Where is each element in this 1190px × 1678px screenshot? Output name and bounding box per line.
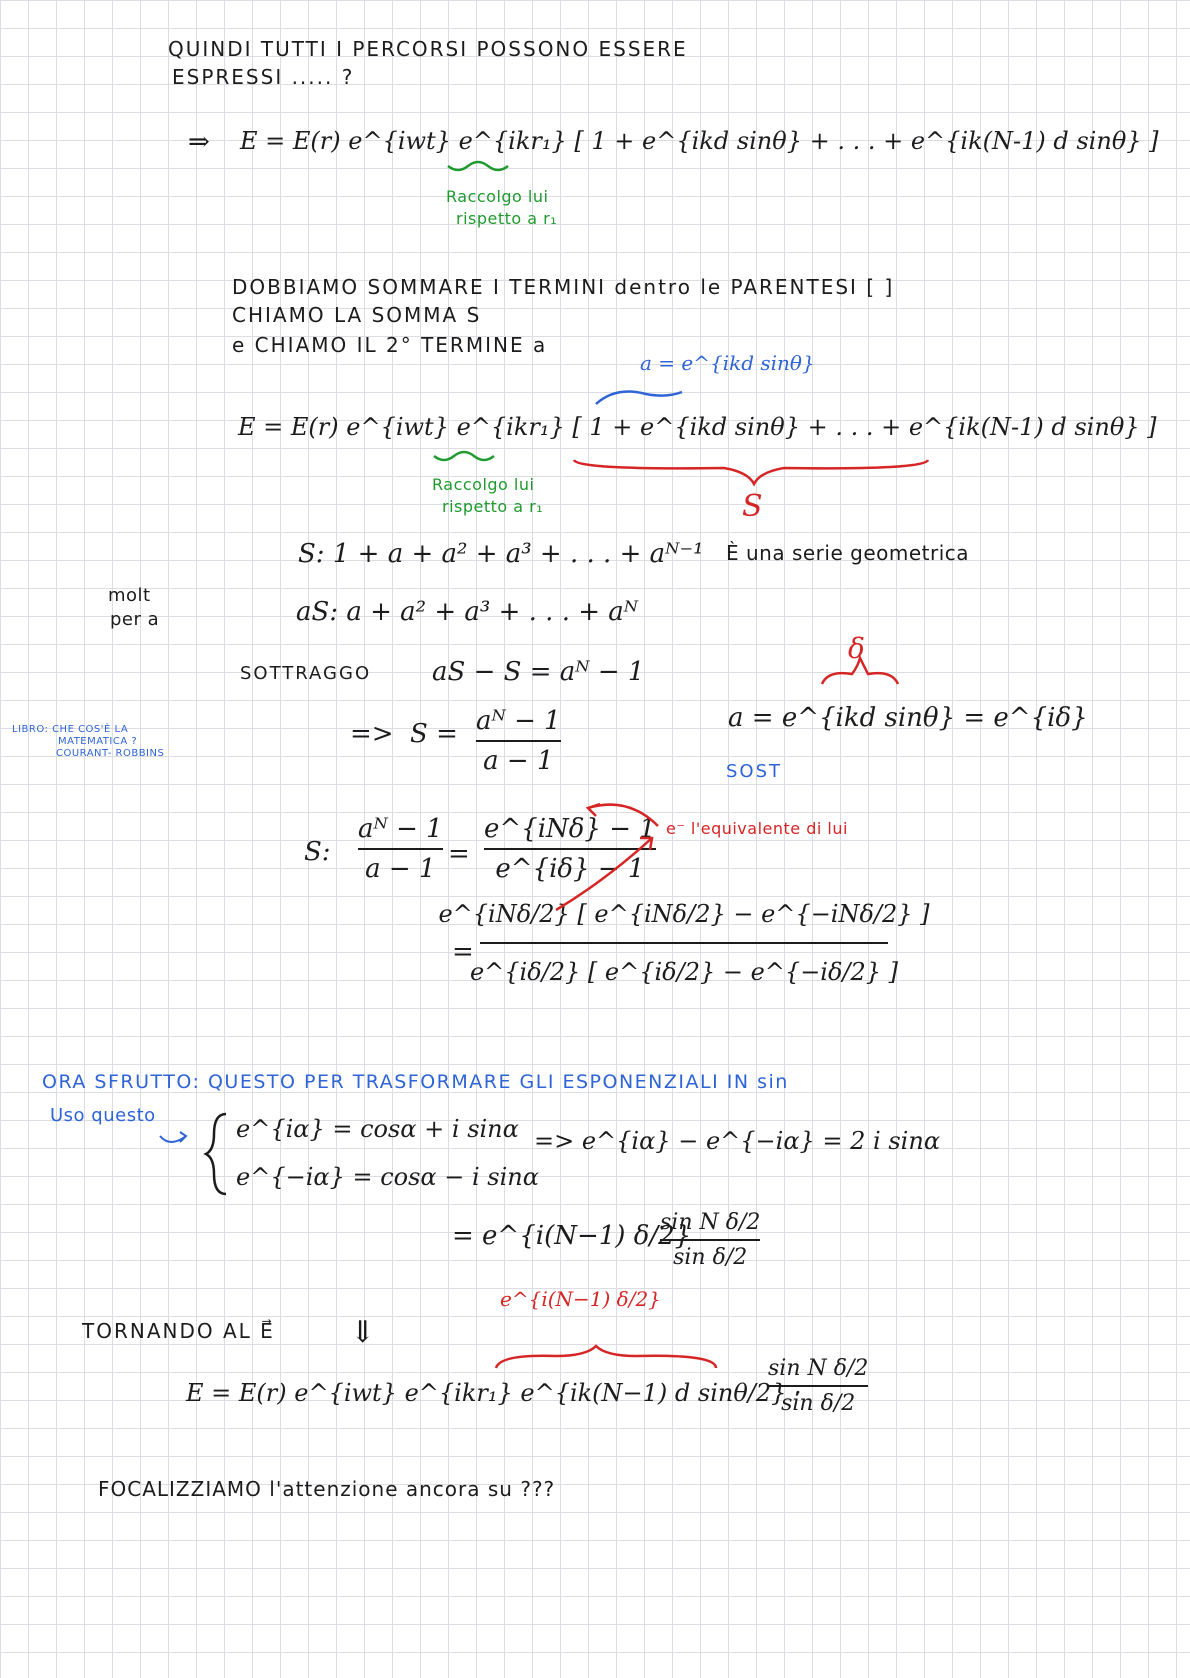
final-e-expression: E = E(r) e^{iwt} e^{ikr₁} e^{ik(N−1) d sinθ/2} ·	[186, 1379, 802, 1407]
euler-line-1: e^{iα} = cosα + i sinα	[236, 1115, 519, 1143]
final-eq-prefix: = e^{i(N−1) δ/2}	[452, 1221, 692, 1251]
final-red-label: e^{i(N−1) δ/2}	[500, 1287, 661, 1311]
s-lhs: S =	[410, 719, 458, 749]
eq2-green-note-1: Raccolgo lui	[432, 475, 535, 494]
s-fraction-numerator: aᴺ − 1	[476, 706, 561, 736]
a-definition: a = e^{ikd sinθ}	[640, 351, 815, 375]
euler-line-2: e^{−iα} = cosα − i sinα	[236, 1163, 539, 1191]
derivation-fraction-2-denominator: e^{iδ} − 1	[495, 854, 645, 884]
final-red-brace	[496, 1346, 716, 1368]
red-equivalent-note: e⁻ l'equivalente di lui	[666, 819, 848, 838]
uso-arrow	[160, 1132, 186, 1142]
derivation-fraction-1-denominator: a − 1	[365, 854, 436, 884]
final-e-fraction-bar	[768, 1385, 868, 1387]
derivation-fraction-2-numerator: e^{iNδ} − 1	[484, 814, 656, 844]
delta-label: δ	[848, 632, 865, 665]
series-s-note: È una serie geometrica	[726, 541, 970, 565]
sum-brace	[574, 460, 928, 484]
derivation-fraction-1-numerator: aᴺ − 1	[358, 814, 443, 844]
s-fraction	[476, 706, 561, 776]
subtract-label: SOTTRAGGO	[240, 663, 372, 684]
derivation-fraction-3	[438, 900, 930, 986]
derivation-fraction-1	[358, 814, 443, 884]
margin-note-2: per a	[110, 609, 160, 630]
euler-title: ORA SFRUTTO: QUESTO PER TRASFORMARE GLI ESPONENZIALI IN sin	[42, 1071, 789, 1093]
header-line-2: ESPRESSI ..... ?	[172, 65, 355, 89]
final-e-fraction	[768, 1356, 868, 1416]
book-note-2: MATEMATICA ?	[58, 736, 138, 747]
brace-label-s: S	[742, 489, 763, 524]
final-e-fraction-denominator: sin δ/2	[781, 1391, 856, 1416]
equals-sign-2: =	[452, 937, 474, 967]
series-as-line: aS: a + a² + a³ + . . . + aᴺ	[296, 597, 639, 627]
a-definition-brace	[596, 392, 682, 404]
s-fraction-bar	[476, 740, 561, 742]
eq2-expression: E = E(r) e^{iwt} e^{ikr₁} [ 1 + e^{ikd sinθ} + . . . + e^{ik(N-1) d sinθ} ]	[238, 413, 1157, 441]
derivation-fraction-3-bar	[480, 942, 888, 944]
book-note-3: COURANT- ROBBINS	[56, 748, 165, 759]
footer-text: FOCALIZZIAMO l'attenzione ancora su ???	[98, 1477, 556, 1501]
derivation-lhs: S:	[304, 837, 331, 867]
a-equals-e-i-delta: a = e^{ikd sinθ} = e^{iδ}	[728, 703, 1088, 733]
final-fraction-denominator: sin δ/2	[673, 1245, 748, 1270]
final-fraction-bar	[660, 1239, 760, 1241]
series-s-line: S: 1 + a + a² + a³ + . . . + aᴺ⁻¹	[298, 539, 704, 569]
down-arrow: ⇓	[350, 1315, 376, 1350]
eq2-green-underline	[434, 452, 494, 460]
margin-note-1: molt	[108, 585, 151, 606]
system-brace	[206, 1114, 226, 1194]
eq1-arrow: ⇒	[188, 127, 210, 157]
sost-label: SOST	[726, 761, 783, 782]
subtract-equation: aS − S = aᴺ − 1	[432, 657, 645, 687]
uso-questo-label: Uso questo	[50, 1105, 156, 1126]
final-fraction-numerator: sin N δ/2	[660, 1210, 761, 1235]
eq1-expression: E = E(r) e^{iwt} e^{ikr₁} [ 1 + e^{ikd sinθ} + . . . + e^{ik(N-1) d sinθ} ]	[240, 127, 1159, 155]
derivation-fraction-2	[484, 814, 656, 884]
derivation-fraction-2-bar	[484, 848, 656, 850]
eq1-green-note-2: rispetto a r₁	[456, 209, 558, 228]
equals-sign-1: =	[448, 839, 470, 869]
s-fraction-denominator: a − 1	[483, 746, 554, 776]
intro-line-1: DOBBIAMO SOMMARE I TERMINI dentro le PARENTESI [ ]	[232, 275, 895, 299]
final-e-fraction-numerator: sin N δ/2	[768, 1356, 869, 1381]
eq1-green-underline	[448, 162, 508, 170]
header-line-1: QUINDI TUTTI I PERCORSI POSSONO ESSERE	[168, 37, 688, 61]
eq2-green-note-2: rispetto a r₁	[442, 497, 544, 516]
intro-line-3: e CHIAMO IL 2° TERMINE a	[232, 333, 548, 357]
book-note-1: LIBRO: CHE COS'È LA	[12, 724, 129, 735]
derivation-fraction-3-numerator: e^{iNδ/2} [ e^{iNδ/2} − e^{−iNδ/2} ]	[438, 900, 930, 928]
eq1-green-note-1: Raccolgo lui	[446, 187, 549, 206]
euler-result: => e^{iα} − e^{−iα} = 2 i sinα	[534, 1127, 941, 1155]
final-fraction	[660, 1210, 760, 1270]
intro-line-2: CHIAMO LA SOMMA S	[232, 303, 482, 327]
derivation-fraction-1-bar	[358, 848, 443, 850]
returning-label: TORNANDO AL E⃗	[82, 1319, 275, 1343]
derivation-fraction-3-denominator: e^{iδ/2} [ e^{iδ/2} − e^{−iδ/2} ]	[469, 958, 899, 986]
implies-arrow: =>	[350, 719, 394, 749]
